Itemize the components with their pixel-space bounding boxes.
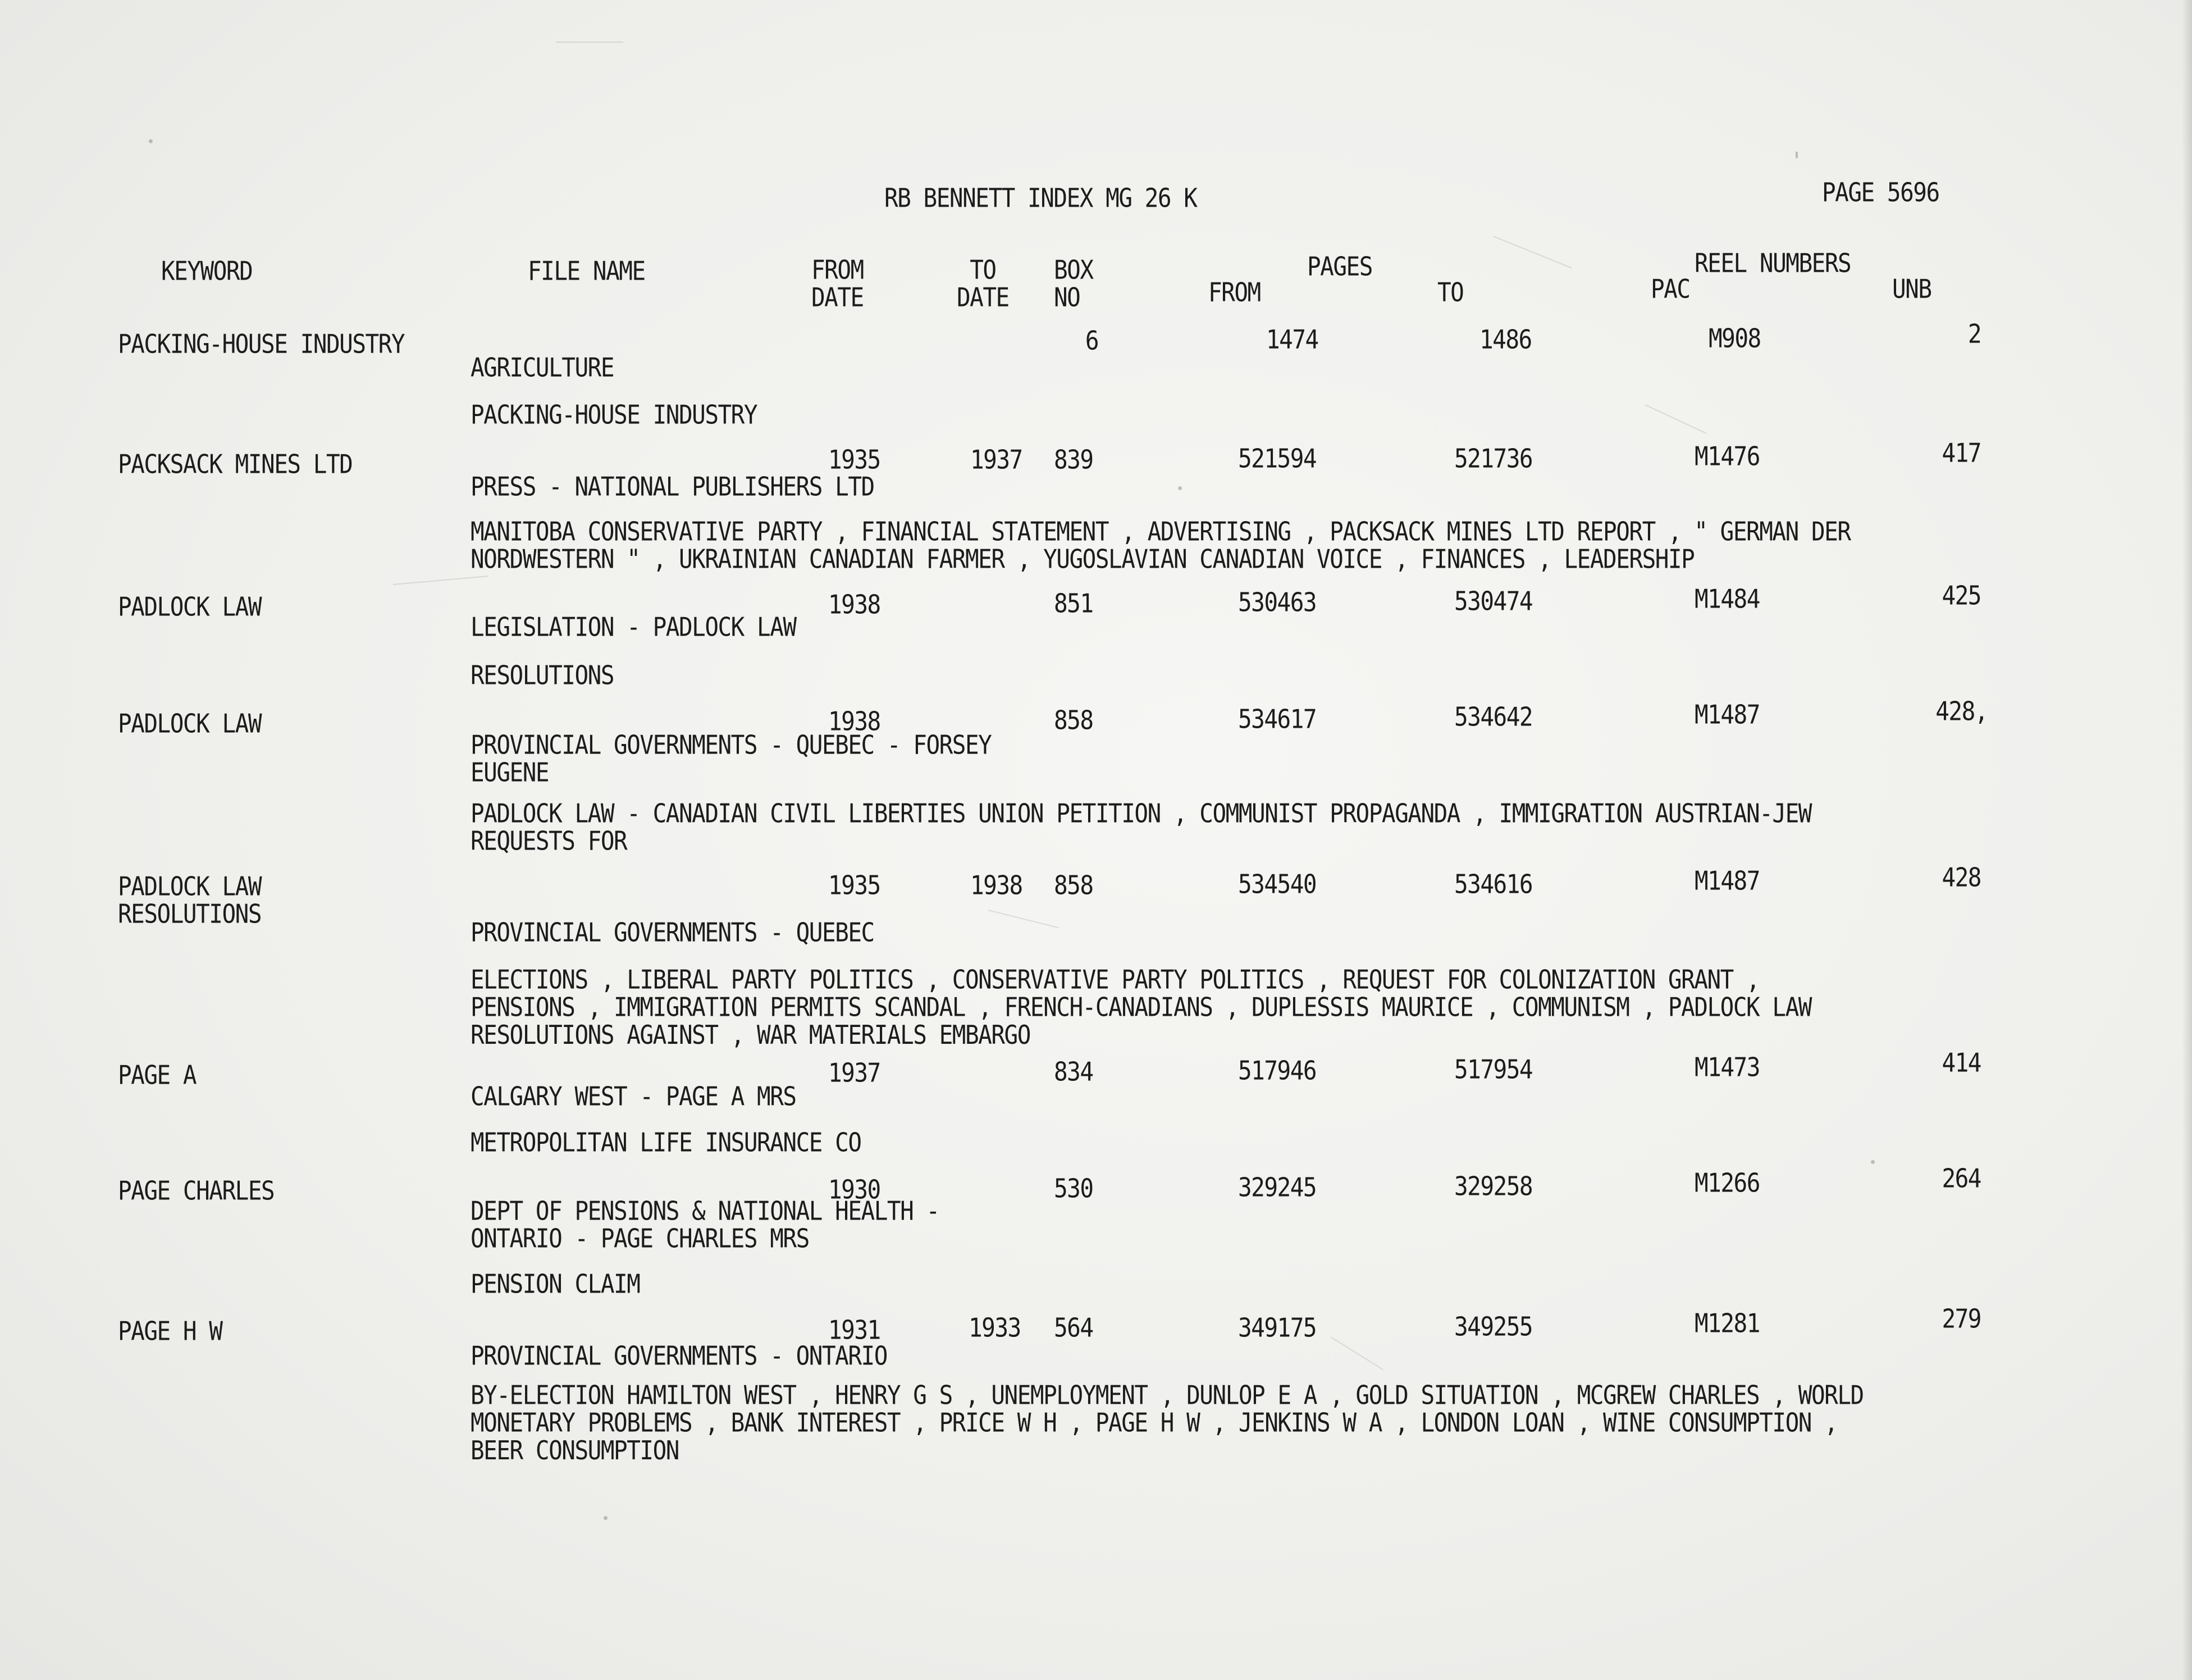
- entry-file-name: PRESS - NATIONAL PUBLISHERS LTD: [471, 471, 874, 502]
- entry-page-from: 1474: [1266, 324, 1318, 355]
- scan-speck: [1871, 1160, 1875, 1164]
- entry-file-name: PROVINCIAL GOVERNMENTS - ONTARIO: [471, 1340, 887, 1371]
- entry-page-from: 517946: [1238, 1055, 1317, 1086]
- index-title: RB BENNETT INDEX MG 26 K: [884, 182, 1197, 213]
- entry-from-date: 1935: [828, 444, 880, 475]
- entry-file-name: PROVINCIAL GOVERNMENTS - QUEBEC - FORSEY EUGENE: [471, 729, 992, 788]
- col-unb: UNB: [1892, 273, 1931, 304]
- entry-page-to: 534642: [1454, 701, 1533, 732]
- entry-keyword: PADLOCK LAW: [118, 591, 262, 622]
- entry-reel-pac: M908: [1709, 323, 1761, 354]
- entry-to-date: 1938: [970, 870, 1022, 901]
- col-pages-to: TO: [1437, 277, 1464, 308]
- entry-subject: RESOLUTIONS: [471, 660, 614, 691]
- entry-box-no: 6: [1085, 325, 1098, 356]
- entry-reel-pac: M1476: [1695, 441, 1760, 472]
- entry-reel-pac: M1281: [1695, 1308, 1760, 1339]
- entry-from-date: 1938: [828, 706, 880, 737]
- entry-subject: MANITOBA CONSERVATIVE PARTY , FINANCIAL STATEMENT , ADVERTISING , PACKSACK MINES LTD REPORT , " GERMAN DER NORDWESTERN " , UKRAINIAN CANADIAN FARMER , YUGOSLAVIAN CANADIAN VOICE , FINANCES , LEADERSHIP: [471, 516, 1851, 574]
- entry-keyword: PADLOCK LAW RESOLUTIONS: [118, 871, 262, 929]
- entry-page-to: 349255: [1454, 1311, 1533, 1342]
- entry-file-name: LEGISLATION - PADLOCK LAW: [471, 611, 796, 642]
- entry-reel-pac: M1484: [1695, 583, 1760, 614]
- entry-page-to: 1486: [1479, 324, 1532, 355]
- entry-page-from: 534540: [1238, 869, 1317, 900]
- entry-to-date: 1937: [970, 444, 1022, 475]
- scan-speck: [1796, 152, 1798, 158]
- entry-subject: PENSION CLAIM: [471, 1268, 640, 1299]
- col-pages-from: FROM: [1208, 277, 1261, 308]
- col-to-date: TO DATE: [957, 254, 1009, 313]
- col-pac: PAC: [1651, 273, 1690, 304]
- col-file-name: FILE NAME: [528, 255, 645, 286]
- entry-from-date: 1930: [828, 1174, 880, 1205]
- entry-page-from: 534617: [1238, 704, 1317, 734]
- entry-file-name: PROVINCIAL GOVERNMENTS - QUEBEC: [471, 917, 874, 948]
- entry-box-no: 851: [1054, 588, 1093, 619]
- entry-reel-unb: 264: [1942, 1163, 1981, 1194]
- entry-keyword: PAGE H W: [118, 1316, 222, 1346]
- entry-reel-pac: M1266: [1695, 1167, 1760, 1198]
- entry-subject: PADLOCK LAW - CANADIAN CIVIL LIBERTIES UNION PETITION , COMMUNIST PROPAGANDA , IMMIGRATION AUSTRIAN-JEW REQUESTS FOR: [471, 798, 1811, 856]
- entry-page-from: 530463: [1238, 587, 1317, 618]
- col-box-no: BOX NO: [1054, 254, 1093, 313]
- entry-subject: METROPOLITAN LIFE INSURANCE CO: [471, 1127, 861, 1158]
- entry-box-no: 858: [1054, 705, 1093, 736]
- entry-keyword: PADLOCK LAW: [118, 708, 262, 739]
- entry-page-to: 530474: [1454, 586, 1533, 617]
- entry-from-date: 1937: [828, 1057, 880, 1088]
- entry-reel-unb: 428,: [1935, 696, 1988, 727]
- entry-reel-unb: 2: [1967, 318, 1981, 349]
- scan-speck: [604, 1516, 608, 1520]
- entry-reel-pac: M1487: [1695, 699, 1760, 730]
- entry-box-no: 530: [1054, 1173, 1093, 1204]
- col-from-date: FROM DATE: [811, 254, 864, 313]
- entry-page-from: 349175: [1238, 1312, 1317, 1343]
- entry-page-to: 521736: [1454, 443, 1533, 474]
- scan-mark: [556, 42, 623, 43]
- page-number: PAGE 5696: [1822, 177, 1939, 208]
- entry-keyword: PACKSACK MINES LTD: [118, 449, 353, 480]
- entry-reel-unb: 414: [1942, 1047, 1981, 1078]
- entry-box-no: 839: [1054, 444, 1093, 475]
- entry-reel-unb: 428: [1942, 862, 1981, 893]
- col-pages: PAGES: [1307, 251, 1372, 282]
- entry-page-to: 329258: [1454, 1171, 1533, 1202]
- col-keyword: KEYWORD: [161, 255, 253, 286]
- scan-speck: [1178, 486, 1182, 490]
- entry-subject: ELECTIONS , LIBERAL PARTY POLITICS , CONSERVATIVE PARTY POLITICS , REQUEST FOR COLONIZATION GRANT , PENSIONS , IMMIGRATION PERMITS SCANDAL , FRENCH-CANADIANS , DUPLESSIS MAURICE , COMMUNISM , PADLOCK LAW RESOLUTIONS AGAINST , WAR MATERIALS EMBARGO: [471, 964, 1811, 1051]
- entry-box-no: 834: [1054, 1056, 1093, 1087]
- entry-to-date: 1933: [969, 1312, 1021, 1343]
- entry-page-from: 329245: [1238, 1172, 1317, 1203]
- entry-page-to: 517954: [1454, 1054, 1533, 1085]
- entry-subject: BY-ELECTION HAMILTON WEST , HENRY G S , UNEMPLOYMENT , DUNLOP E A , GOLD SITUATION , MCGREW CHARLES , WORLD MONETARY PROBLEMS , BANK INTEREST , PRICE W H , PAGE H W , JENKINS W A , LONDON LOAN , WINE CONSUMPTION , BEER CONSUMPTION: [471, 1380, 1864, 1466]
- entry-from-date: 1935: [828, 870, 880, 901]
- entry-box-no: 858: [1054, 870, 1093, 901]
- entry-keyword: PACKING-HOUSE INDUSTRY: [118, 328, 405, 359]
- entry-page-to: 534616: [1454, 869, 1533, 900]
- entry-from-date: 1931: [828, 1314, 880, 1345]
- entry-file-name: AGRICULTURE: [471, 352, 614, 383]
- entry-reel-unb: 417: [1942, 437, 1981, 468]
- col-reel-numbers: REEL NUMBERS: [1695, 248, 1851, 279]
- entry-keyword: PAGE A: [118, 1060, 197, 1090]
- entry-reel-pac: M1487: [1695, 865, 1760, 896]
- entry-keyword: PAGE CHARLES: [118, 1175, 275, 1206]
- entry-page-from: 521594: [1238, 443, 1317, 474]
- scan-speck: [149, 139, 153, 143]
- entry-file-name: CALGARY WEST - PAGE A MRS: [471, 1081, 796, 1112]
- entry-from-date: 1938: [828, 589, 880, 620]
- entry-subject: PACKING-HOUSE INDUSTRY: [471, 399, 757, 430]
- entry-reel-unb: 279: [1942, 1303, 1981, 1334]
- entry-file-name: DEPT OF PENSIONS & NATIONAL HEALTH - ONTARIO - PAGE CHARLES MRS: [471, 1195, 939, 1254]
- entry-reel-unb: 425: [1942, 580, 1981, 611]
- entry-reel-pac: M1473: [1695, 1052, 1760, 1083]
- entry-box-no: 564: [1054, 1312, 1093, 1343]
- page-edge-shadow: [2182, 0, 2192, 1680]
